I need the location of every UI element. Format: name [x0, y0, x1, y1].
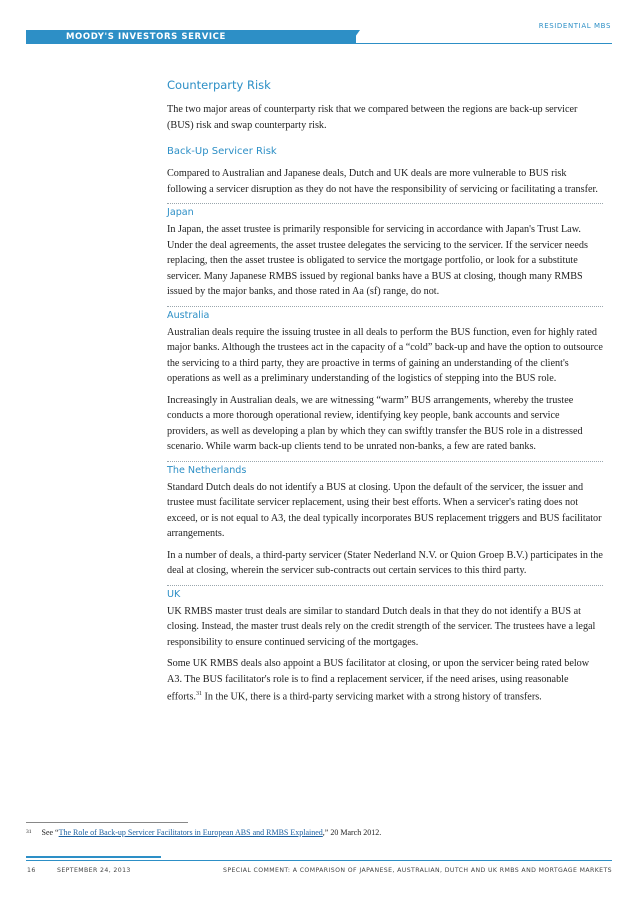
paragraph-text: Some UK RMBS deals also appoint a BUS facilitator at closing, or upon the servicer being rated below A3. The BUS facilitator's role is to find a replacement servicer, if the need arises, using reasonable efforts. — [167, 658, 590, 703]
footer-date: SEPTEMBER 24, 2013 — [57, 867, 131, 874]
region-paragraph: UK RMBS master trust deals are similar to standard Dutch deals in that they do not identify a BUS at closing. Instead, the master trust deals rely on the credit strength of the servicer. The trustees have a legal responsibility to ensure continued servicing of the mortgages. — [167, 605, 596, 648]
subintro-paragraph: Compared to Australian and Japanese deals, Dutch and UK deals are more vulnerable to BUS risk following a servicer disruption as they do not have the responsibility of servicing or facilitating a transfer. — [167, 168, 598, 195]
region-paragraph — [167, 656, 603, 705]
intro-paragraph: The two major areas of counterparty risk that we compared between the regions are back-up servicer (BUS) risk and swap counterparty risk. — [167, 104, 578, 131]
footnote-rule — [26, 822, 188, 823]
subheading: Back-Up Servicer Risk — [167, 146, 277, 157]
footer-rule — [26, 860, 612, 861]
footer-doc-title: SPECIAL COMMENT: A COMPARISON OF JAPANESE, AUSTRALIAN, DUTCH AND UK RMBS AND MORTGAGE MARKETS — [223, 867, 612, 874]
header-rule — [356, 43, 612, 44]
region-paragraph: In Japan, the asset trustee is primarily responsible for servicing in accordance with Japan's Trust Law. Under the deal agreements, the asset trustee delegates the servicing to the servicer. If the servicer needs replacing, then the asset trustee is obligated to service the mortgage portfolio, or look for a substitute servicer. Many Japanese RMBS issued by regional banks have a BUS at closing, though many RMBS issued by the major banks, and those rated in Aa (sf) range, do not. — [167, 224, 588, 297]
footnote-prefix: See “ — [41, 828, 59, 837]
region-heading: Japan — [167, 207, 194, 218]
brand-name: MOODY'S INVESTORS SERVICE — [66, 32, 226, 42]
page-title: Counterparty Risk — [167, 78, 271, 92]
paragraph-text: In the UK, there is a third-party servicing market with a strong history of transfers. — [201, 691, 542, 703]
footnote-suffix: ,” 20 March 2012. — [322, 828, 382, 837]
brand-bar — [26, 30, 356, 44]
footnote-link[interactable]: The Role of Back-up Servicer Facilitators in European ABS and RMBS Explained — [58, 828, 323, 837]
footnote — [26, 827, 381, 838]
footnote-number: 31 — [26, 829, 32, 835]
region-paragraph: Australian deals require the issuing trustee in all deals to perform the BUS function, even for highly rated major banks. Although the trustees act in the capacity of a “cold” back-up and have the option to outsource the servicing to a third party, they are proactive in terms of gaining an understanding of the client's operations as well as a preliminary understanding of the logistics of stepping into the BUS role. — [167, 326, 603, 384]
region-paragraph: Standard Dutch deals do not identify a BUS at closing. Upon the default of the servicer, the issuer and trustee must facilitate servicer replacement, using their best efforts. When a servicer's rating does not exceed, or is not equal to A3, the deal typically incorporates BUS replacement triggers and BUS facilitator arrangements. — [167, 481, 602, 539]
footnote-reference[interactable]: 31 — [195, 691, 202, 697]
region-japan — [167, 203, 603, 300]
region-uk — [167, 585, 603, 705]
header-bar — [0, 30, 638, 44]
region-heading: Australia — [167, 309, 210, 321]
brand-bar-corner — [350, 30, 360, 44]
page-number: 16 — [27, 867, 36, 874]
footer-accent — [26, 856, 161, 858]
region-heading: UK — [167, 588, 181, 600]
region-heading: The Netherlands — [167, 464, 247, 476]
region-paragraph: In a number of deals, a third-party servicer (Stater Nederland N.V. or Quion Groep B.V.) participates in the deal at closing, wherein the servicer sub-contracts out certain services to this third party. — [167, 549, 603, 576]
region-paragraph: Increasingly in Australian deals, we are witnessing “warm” BUS arrangements, whereby the trustee conducts a more thorough operational review, identifying key people, bank accounts and service providers, as well as developing a plan by which they can swiftly transfer the BUS role in a distressed scenario. While warm back-up clients tend to be unrated non-banks, a few are rated banks. — [167, 394, 583, 452]
region-netherlands — [167, 461, 603, 579]
section-label: RESIDENTIAL MBS — [538, 22, 611, 30]
main-content — [167, 78, 603, 711]
region-australia — [167, 306, 603, 455]
